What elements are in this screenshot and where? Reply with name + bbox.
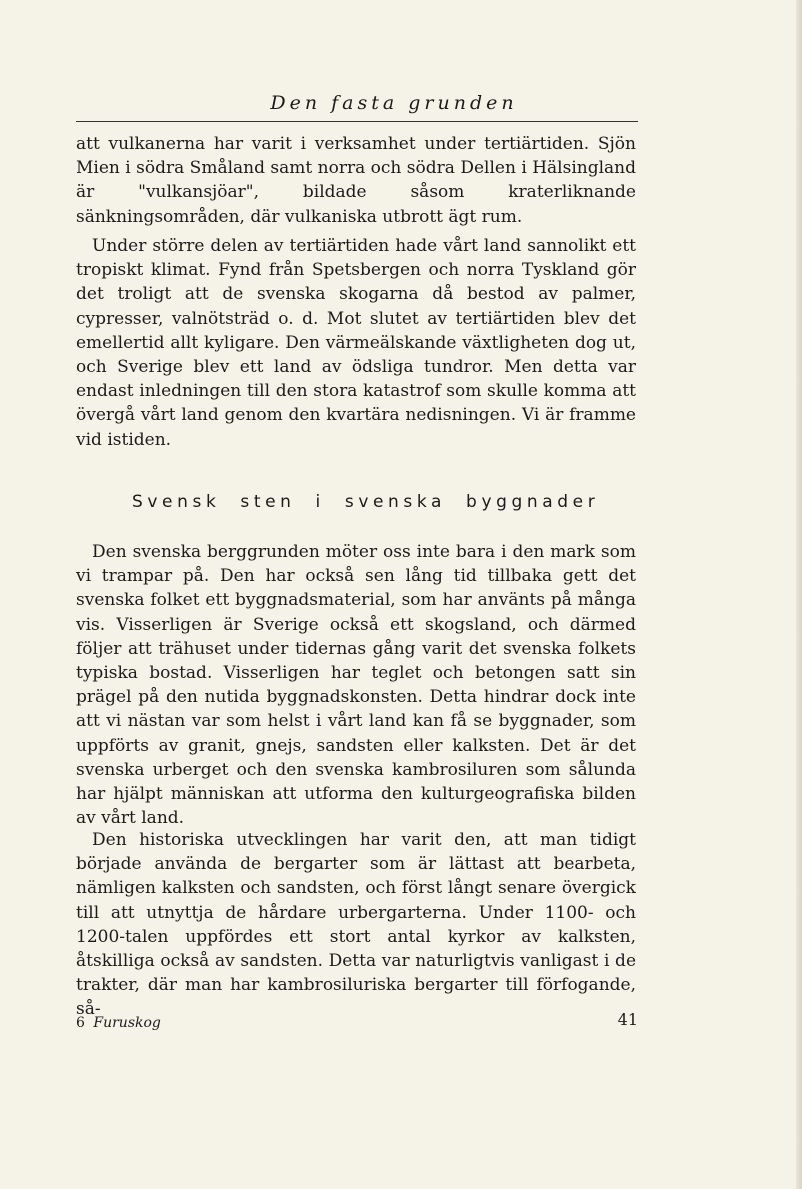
body-paragraph-4: Den historiska utvecklingen har varit den, att man tidigt började använda de bergarter som är lättast att bearbeta, nämligen kalksten och sandsten, och först långt senare övergick till att utnyttja de hårdare urbergarterna. Under 1100- och 1200-talen uppfördes ett stort antal kyrkor av kalksten, åtskilliga också av sandsten. Detta var naturligtvis vanligast i de trakter, där man har kambrosiluriska bergarter till förfogande, så- bbox=[76, 830, 636, 1020]
page-number: 41 bbox=[617, 1010, 638, 1029]
running-head: Den fasta grunden bbox=[270, 92, 518, 114]
header-rule bbox=[76, 121, 638, 122]
body-paragraph-3: Den svenska berggrunden möter oss inte bara i den mark som vi trampar på. Den har också sen lång tid tillbaka gett det svenska folket ett byggnadsmaterial, som har använts på många vis. Visserligen är Sverige också ett skogsland, och därmed följer att trähuset under tidernas gång varit det svenska folkets typiska bostad. Visserligen har teglet och betongen satt sin prägel på den nutida byggnadskonsten. Detta hindrar dock inte att vi nästan var som helst i vårt land kan få se byggnader, som uppförts av granit, gnejs, sandsten eller kalksten. Det är det svenska urberget och den svenska kambrosiluren som sålunda har hjälpt människan att utforma den kulturgeografiska bilden av vårt land. bbox=[76, 542, 636, 829]
signature-name: Furuskog bbox=[93, 1015, 161, 1031]
printer-signature bbox=[76, 1015, 161, 1031]
body-paragraph-1: att vulkanerna har varit i verksamhet under tertiärtiden. Sjön Mien i södra Småland samt norra och södra Dellen i Hälsingland är "vulkansjöar", bildade såsom kraterliknande sänkningsområden, där vulkaniska utbrott ägt rum. bbox=[76, 134, 636, 227]
page-edge bbox=[796, 0, 802, 1189]
signature-number: 6 bbox=[76, 1015, 85, 1031]
body-paragraph-2: Under större delen av tertiärtiden hade vårt land sannolikt ett tropiskt klimat. Fynd från Spetsbergen och norra Tyskland gör det troligt att de svenska skogarna då bestod av palmer, cypresser, valnötsträd o. d. Mot slutet av tertiärtiden blev det emellertid allt kyligare. Den värmeälskande växtligheten dog ut, och Sverige blev ett land av ödsliga tundror. Men detta var endast inledningen till den stora katastrof som skulle komma att övergå vårt land genom den kvartära nedisningen. Vi är framme vid istiden. bbox=[76, 236, 636, 450]
section-heading: Svensk sten i svenska byggnader bbox=[132, 492, 600, 512]
